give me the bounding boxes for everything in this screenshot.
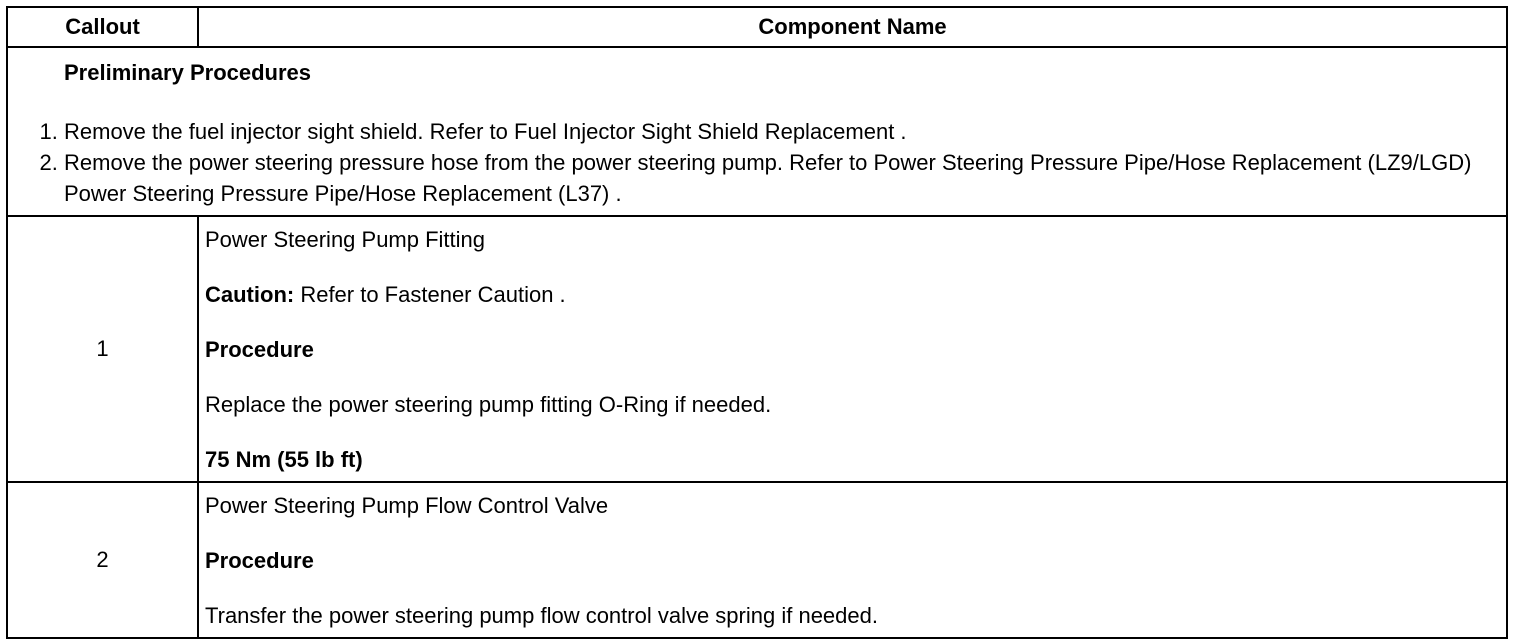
preliminary-title: Preliminary Procedures xyxy=(64,60,312,85)
caution-text: Refer to Fastener Caution . xyxy=(294,282,566,307)
document-page xyxy=(6,6,1506,628)
procedure-text: Replace the power steering pump fitting O-Ring if needed. xyxy=(205,392,772,417)
torque-spec: 75 Nm (55 lb ft) xyxy=(205,447,363,472)
component-name: Power Steering Pump Flow Control Valve xyxy=(205,493,609,518)
preliminary-row xyxy=(7,47,1507,216)
caution-note xyxy=(205,282,1498,308)
procedure-text: Transfer the power steering pump flow control valve spring if needed. xyxy=(205,603,878,628)
table-row xyxy=(7,216,1507,482)
preliminary-step: 2. Remove the power steering pressure hose from the power steering pump. Refer to Power Steering Pressure Pipe/Hose Replacement (LZ9/LGD) Power Steering Pressure Pipe/Hose Replacement (L37) . xyxy=(64,147,1506,209)
component-cell xyxy=(198,216,1507,482)
procedure-heading: Procedure xyxy=(205,337,314,362)
procedure-table xyxy=(6,6,1508,639)
caution-label: Caution: xyxy=(205,282,295,307)
component-name: Power Steering Pump Fitting xyxy=(205,227,486,252)
preliminary-step: 1. Remove the fuel injector sight shield. Refer to Fuel Injector Sight Shield Replacement . xyxy=(64,116,1506,147)
component-cell xyxy=(198,482,1507,638)
callout-number: 1 xyxy=(7,216,198,482)
table-row xyxy=(7,482,1507,638)
preliminary-cell xyxy=(7,47,1507,216)
procedure-heading: Procedure xyxy=(205,548,314,573)
callout-number: 2 xyxy=(7,482,198,638)
callout-header: Callout xyxy=(7,7,198,47)
header-row xyxy=(7,7,1507,47)
preliminary-steps xyxy=(8,116,1506,209)
component-name-header: Component Name xyxy=(198,7,1507,47)
